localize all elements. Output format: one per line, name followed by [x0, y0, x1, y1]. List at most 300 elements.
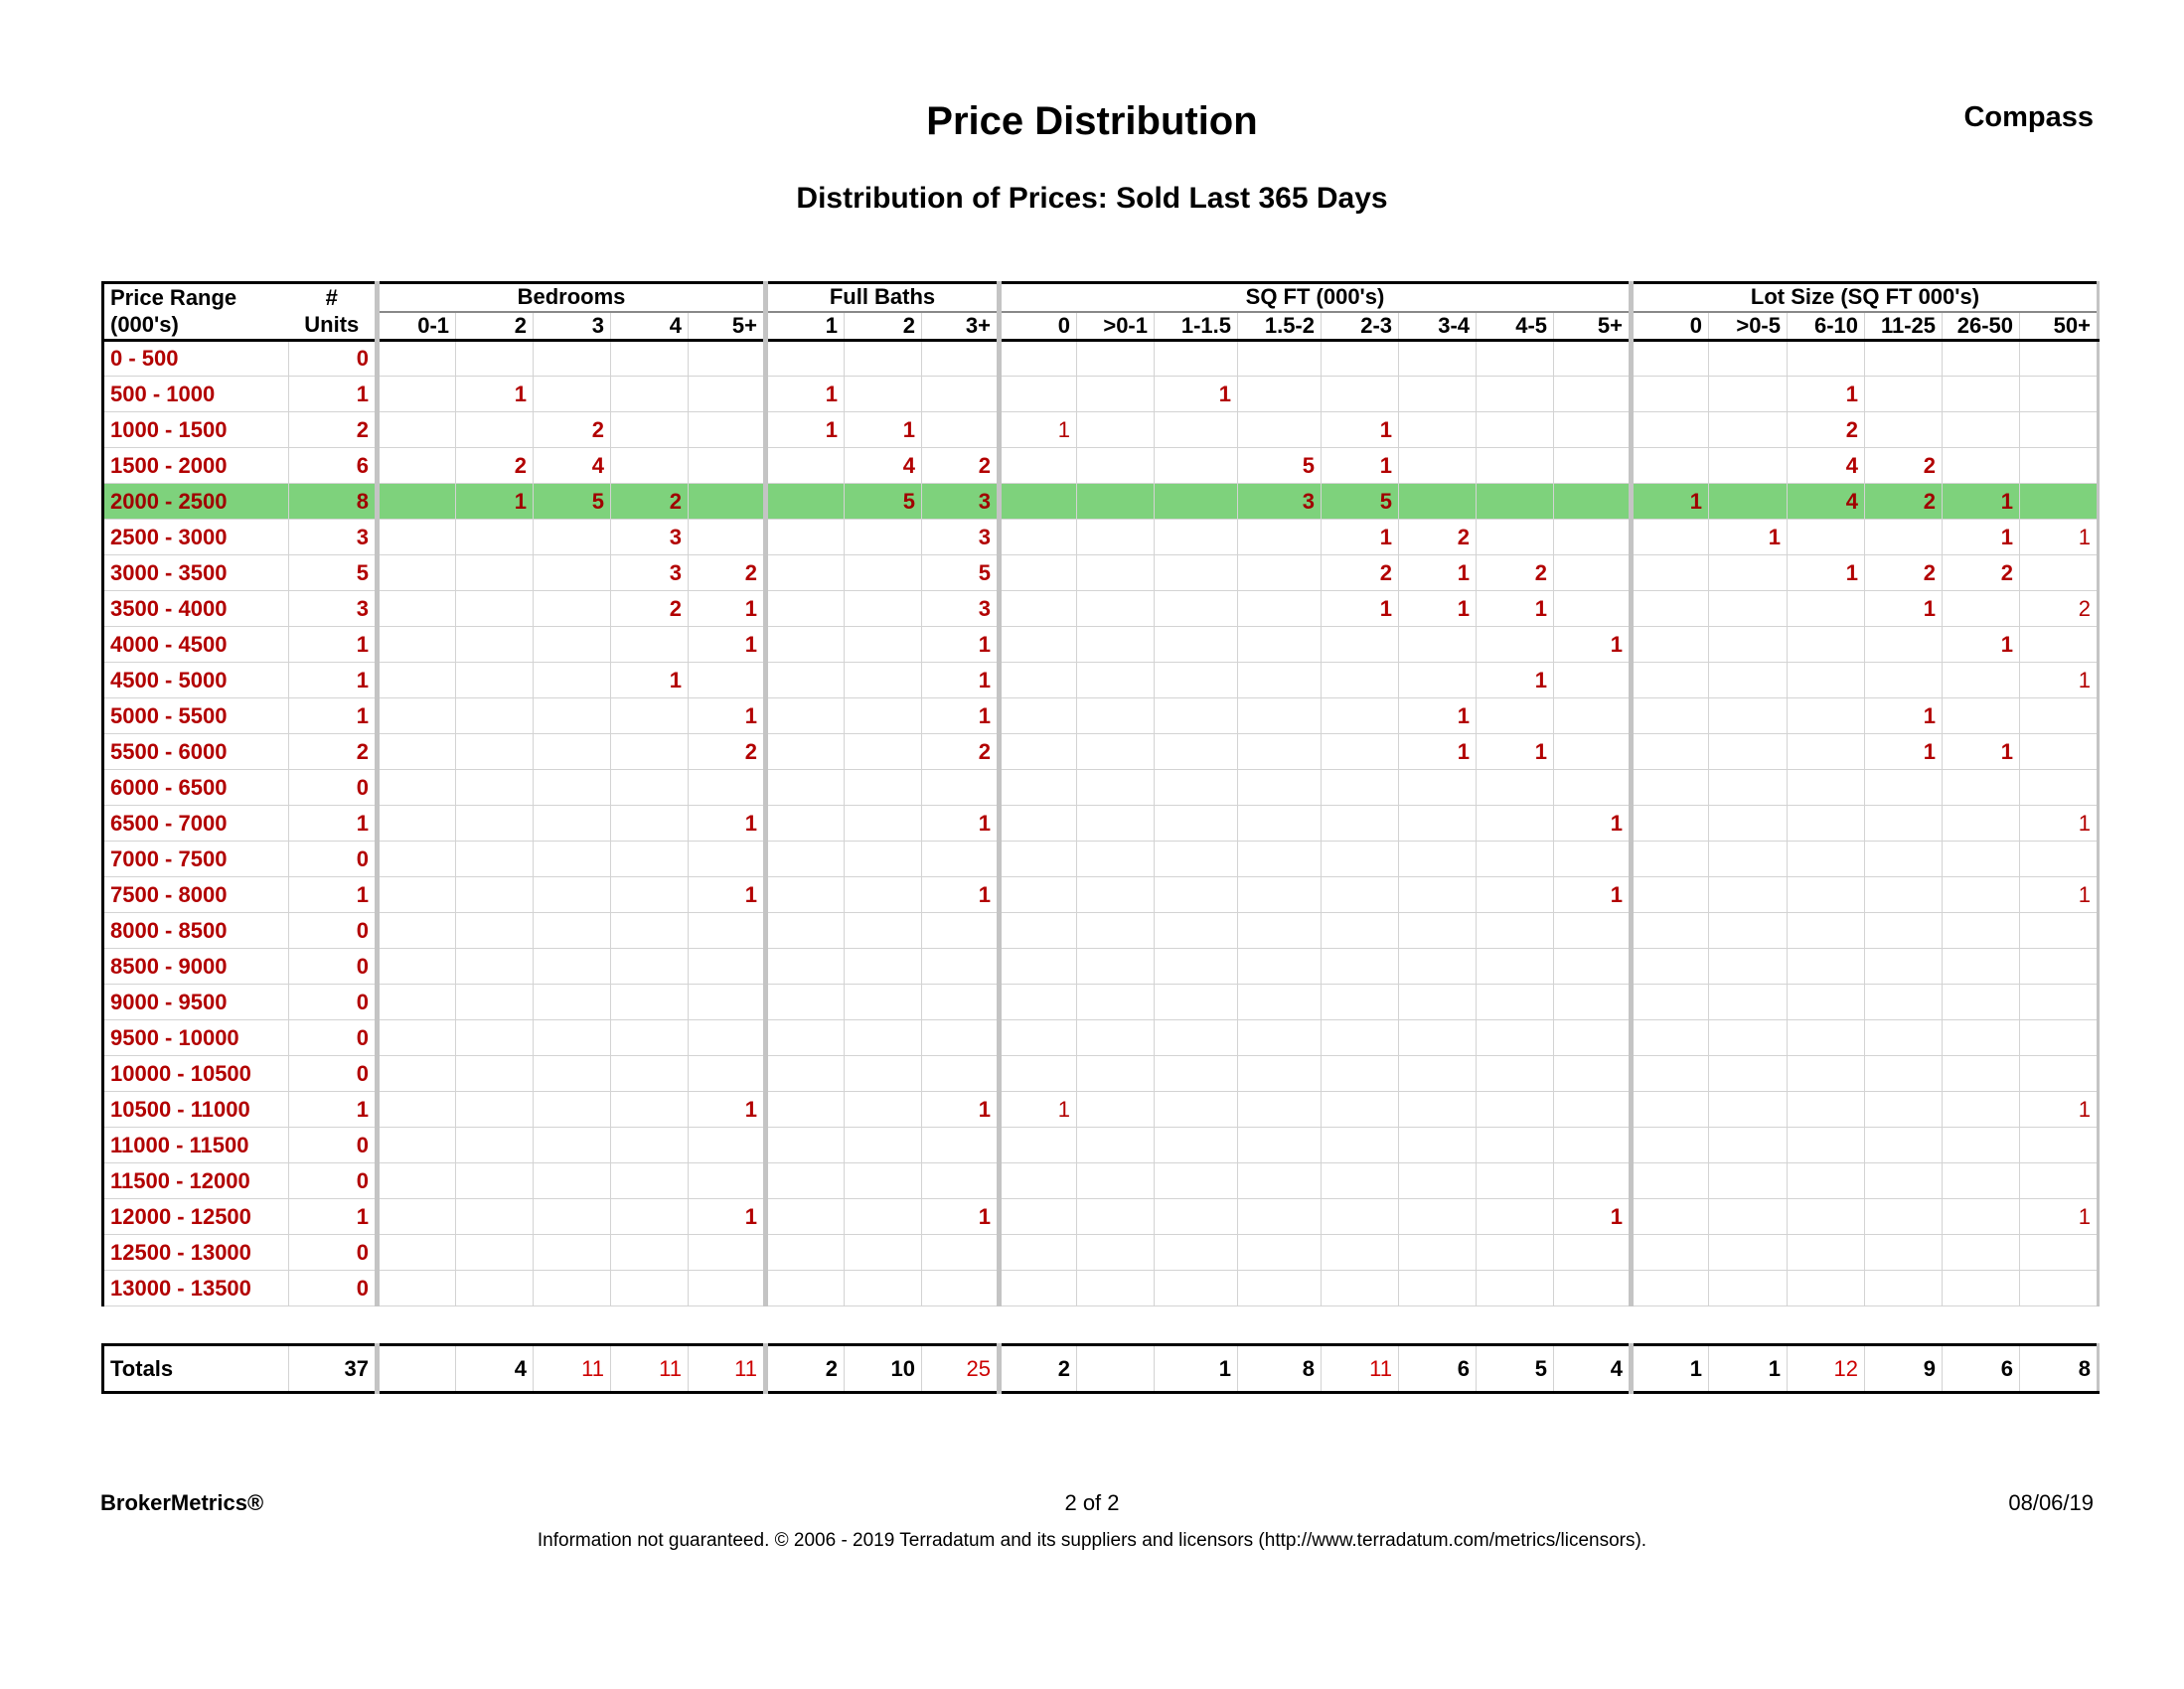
table-row — [103, 1020, 2099, 1056]
count-cell — [1865, 1092, 1943, 1128]
count-cell — [1865, 341, 1943, 377]
price-range-cell: 4000 - 4500 — [103, 627, 289, 663]
count-cell — [2020, 1163, 2099, 1199]
table-row — [103, 913, 2099, 949]
page-number: 2 of 2 — [1064, 1490, 1120, 1515]
count-cell: 1 — [922, 1199, 1000, 1235]
count-cell — [922, 1271, 1000, 1306]
count-cell — [1399, 627, 1477, 663]
count-cell — [1155, 341, 1238, 377]
count-cell — [1709, 377, 1788, 412]
count-cell — [1000, 663, 1077, 698]
count-cell — [1554, 555, 1632, 591]
count-cell — [922, 949, 1000, 985]
count-cell — [534, 985, 611, 1020]
count-cell — [1155, 1020, 1238, 1056]
price-range-cell: 8000 - 8500 — [103, 913, 289, 949]
units-cell: 1 — [289, 698, 378, 734]
count-cell: 2 — [611, 591, 689, 627]
count-cell — [1943, 806, 2020, 842]
count-cell — [378, 842, 456, 877]
count-cell — [534, 877, 611, 913]
count-cell — [1000, 1128, 1077, 1163]
totals-row — [103, 1345, 2099, 1393]
price-range-cell: 2500 - 3000 — [103, 520, 289, 555]
units-cell: 0 — [289, 770, 378, 806]
count-cell — [845, 1271, 922, 1306]
count-cell — [611, 842, 689, 877]
table-row — [103, 842, 2099, 877]
count-cell — [922, 913, 1000, 949]
count-cell: 2 — [1865, 555, 1943, 591]
count-cell — [1554, 484, 1632, 520]
count-cell — [1000, 1235, 1077, 1271]
count-cell — [1788, 734, 1865, 770]
count-cell: 5 — [922, 555, 1000, 591]
count-cell — [456, 1056, 534, 1092]
disclaimer: Information not guaranteed. © 2006 - 2019 Terradatum and its suppliers and licensors (http://www.terradatum.com/metrics/licensors). — [537, 1530, 1647, 1551]
count-cell — [1477, 627, 1554, 663]
units-cell: 5 — [289, 555, 378, 591]
count-cell — [378, 770, 456, 806]
count-cell — [611, 448, 689, 484]
count-cell — [1554, 770, 1632, 806]
count-cell — [378, 448, 456, 484]
count-cell — [1322, 1056, 1399, 1092]
units-cell: 3 — [289, 520, 378, 555]
count-cell — [1709, 341, 1788, 377]
table-row — [103, 555, 2099, 591]
page-subtitle: Distribution of Prices: Sold Last 365 Days — [796, 182, 1388, 215]
count-cell — [1077, 1163, 1155, 1199]
count-cell — [845, 520, 922, 555]
count-cell — [1077, 448, 1155, 484]
count-cell — [1322, 1271, 1399, 1306]
count-cell — [456, 663, 534, 698]
count-cell — [1943, 913, 2020, 949]
count-cell: 1 — [2020, 520, 2099, 555]
count-cell — [1788, 663, 1865, 698]
count-cell — [2020, 377, 2099, 412]
count-cell — [1632, 842, 1709, 877]
column-header: 3-4 — [1399, 312, 1477, 341]
count-cell — [1709, 842, 1788, 877]
price-range-cell: 9500 - 10000 — [103, 1020, 289, 1056]
count-cell — [1943, 877, 2020, 913]
count-cell — [1554, 663, 1632, 698]
count-cell — [922, 377, 1000, 412]
count-cell — [2020, 1235, 2099, 1271]
count-cell — [1155, 555, 1238, 591]
count-cell — [2020, 1128, 2099, 1163]
count-cell: 1 — [1865, 698, 1943, 734]
count-cell — [456, 627, 534, 663]
count-cell — [1399, 1056, 1477, 1092]
units-cell: 3 — [289, 591, 378, 627]
count-cell — [689, 520, 766, 555]
count-cell — [1943, 1271, 2020, 1306]
count-cell — [1632, 1128, 1709, 1163]
count-cell — [534, 1092, 611, 1128]
count-cell — [1322, 877, 1399, 913]
count-cell — [1709, 985, 1788, 1020]
count-cell — [1238, 412, 1322, 448]
count-cell — [1477, 877, 1554, 913]
count-cell: 2 — [1399, 520, 1477, 555]
count-cell — [1943, 1128, 2020, 1163]
count-cell — [1554, 412, 1632, 448]
count-cell — [2020, 734, 2099, 770]
count-cell — [378, 949, 456, 985]
count-cell — [1238, 985, 1322, 1020]
count-cell — [1238, 1163, 1322, 1199]
count-cell: 1 — [2020, 806, 2099, 842]
count-cell — [1477, 842, 1554, 877]
count-cell — [1399, 949, 1477, 985]
count-cell: 1 — [2020, 877, 2099, 913]
count-cell — [1788, 1092, 1865, 1128]
count-cell — [1554, 520, 1632, 555]
count-cell — [1865, 842, 1943, 877]
report-date: 08/06/19 — [2008, 1490, 2094, 1515]
count-cell — [534, 770, 611, 806]
count-cell — [534, 663, 611, 698]
count-cell: 1 — [1943, 734, 2020, 770]
count-cell — [534, 1020, 611, 1056]
count-cell — [1155, 949, 1238, 985]
count-cell — [378, 484, 456, 520]
count-cell — [1155, 770, 1238, 806]
count-cell — [1477, 1128, 1554, 1163]
count-cell: 1 — [689, 1199, 766, 1235]
price-range-cell: 11500 - 12000 — [103, 1163, 289, 1199]
count-cell — [845, 1128, 922, 1163]
count-cell — [611, 341, 689, 377]
count-cell — [1399, 448, 1477, 484]
table-row — [103, 985, 2099, 1020]
count-cell: 3 — [922, 591, 1000, 627]
count-cell — [922, 985, 1000, 1020]
group-header-bedrooms: Bedrooms — [378, 283, 766, 312]
price-range-cell: 2000 - 2500 — [103, 484, 289, 520]
count-cell — [1554, 949, 1632, 985]
count-cell: 1 — [766, 412, 845, 448]
count-cell — [1238, 663, 1322, 698]
count-cell — [845, 555, 922, 591]
count-cell — [1238, 1020, 1322, 1056]
count-cell — [689, 1020, 766, 1056]
count-cell — [1477, 1199, 1554, 1235]
count-cell — [1709, 806, 1788, 842]
table-row — [103, 448, 2099, 484]
count-cell — [1943, 1056, 2020, 1092]
total-cell: 1 — [1155, 1345, 1238, 1393]
count-cell — [1865, 1128, 1943, 1163]
price-range-cell: 5500 - 6000 — [103, 734, 289, 770]
count-cell — [1477, 1271, 1554, 1306]
count-cell — [1000, 842, 1077, 877]
total-cell: 11 — [534, 1345, 611, 1393]
count-cell — [456, 341, 534, 377]
total-cell: 11 — [1322, 1345, 1399, 1393]
units-cell: 1 — [289, 806, 378, 842]
count-cell — [1788, 341, 1865, 377]
total-cell — [378, 1345, 456, 1393]
count-cell — [456, 1271, 534, 1306]
group-header-sqft: SQ FT (000's) — [1000, 283, 1632, 312]
count-cell — [1238, 770, 1322, 806]
count-cell — [2020, 555, 2099, 591]
count-cell: 1 — [922, 627, 1000, 663]
count-cell — [1632, 698, 1709, 734]
total-cell: 25 — [922, 1345, 1000, 1393]
table-row — [103, 1056, 2099, 1092]
count-cell — [2020, 842, 2099, 877]
count-cell — [611, 806, 689, 842]
count-cell — [1238, 591, 1322, 627]
count-cell — [1865, 1056, 1943, 1092]
price-range-cell: 7000 - 7500 — [103, 842, 289, 877]
units-cell: 0 — [289, 949, 378, 985]
count-cell — [1709, 877, 1788, 913]
count-cell — [1077, 520, 1155, 555]
total-cell: 8 — [2020, 1345, 2099, 1393]
count-cell — [534, 627, 611, 663]
count-cell: 1 — [689, 698, 766, 734]
count-cell — [1632, 520, 1709, 555]
count-cell — [1077, 663, 1155, 698]
total-cell: 11 — [611, 1345, 689, 1393]
count-cell: 5 — [1322, 484, 1399, 520]
count-cell — [1077, 877, 1155, 913]
count-cell — [1943, 985, 2020, 1020]
count-cell: 5 — [845, 484, 922, 520]
count-cell: 2 — [1477, 555, 1554, 591]
count-cell — [766, 734, 845, 770]
count-cell: 1 — [2020, 663, 2099, 698]
count-cell — [689, 412, 766, 448]
column-header: 3+ — [922, 312, 1000, 341]
count-cell — [1632, 627, 1709, 663]
count-cell — [456, 1092, 534, 1128]
count-cell — [1632, 1235, 1709, 1271]
count-cell — [1788, 591, 1865, 627]
units-cell: 0 — [289, 1271, 378, 1306]
count-cell — [689, 484, 766, 520]
count-cell: 1 — [1943, 627, 2020, 663]
count-cell — [689, 341, 766, 377]
count-cell — [1155, 985, 1238, 1020]
count-cell — [1632, 377, 1709, 412]
count-cell — [1554, 1092, 1632, 1128]
count-cell — [1477, 448, 1554, 484]
count-cell — [378, 555, 456, 591]
count-cell — [845, 1199, 922, 1235]
count-cell: 1 — [1865, 734, 1943, 770]
count-cell — [766, 877, 845, 913]
count-cell — [456, 520, 534, 555]
count-cell — [1077, 484, 1155, 520]
header-row-groups — [103, 283, 2099, 312]
count-cell — [1943, 1235, 2020, 1271]
count-cell — [766, 520, 845, 555]
units-cell: 1 — [289, 1092, 378, 1128]
count-cell: 2 — [922, 734, 1000, 770]
count-cell — [689, 1128, 766, 1163]
count-cell — [1399, 1020, 1477, 1056]
price-range-cell: 12000 - 12500 — [103, 1199, 289, 1235]
count-cell — [1554, 698, 1632, 734]
count-cell — [766, 1271, 845, 1306]
total-cell: 6 — [1399, 1345, 1477, 1393]
count-cell — [1155, 877, 1238, 913]
count-cell: 4 — [1788, 448, 1865, 484]
count-cell — [922, 1020, 1000, 1056]
count-cell: 2 — [689, 555, 766, 591]
count-cell — [1709, 1092, 1788, 1128]
count-cell — [1322, 1092, 1399, 1128]
count-cell — [1000, 1163, 1077, 1199]
count-cell — [1322, 1199, 1399, 1235]
column-header: 2 — [845, 312, 922, 341]
count-cell — [1632, 555, 1709, 591]
count-cell — [1000, 770, 1077, 806]
count-cell — [922, 1235, 1000, 1271]
count-cell — [1943, 949, 2020, 985]
count-cell — [922, 842, 1000, 877]
totals-label: Totals — [103, 1345, 289, 1393]
count-cell — [1000, 520, 1077, 555]
count-cell — [1238, 877, 1322, 913]
count-cell — [845, 985, 922, 1020]
count-cell — [611, 1163, 689, 1199]
table-row — [103, 591, 2099, 627]
total-cell: 11 — [689, 1345, 766, 1393]
count-cell: 2 — [1322, 555, 1399, 591]
count-cell — [611, 1271, 689, 1306]
column-header: 0-1 — [378, 312, 456, 341]
count-cell — [1155, 1235, 1238, 1271]
table-row — [103, 484, 2099, 520]
count-cell — [534, 913, 611, 949]
count-cell — [766, 949, 845, 985]
column-header: 5+ — [689, 312, 766, 341]
count-cell — [2020, 985, 2099, 1020]
count-cell — [1709, 949, 1788, 985]
price-range-cell: 10500 - 11000 — [103, 1092, 289, 1128]
count-cell — [456, 913, 534, 949]
count-cell — [689, 770, 766, 806]
count-cell: 1 — [1000, 412, 1077, 448]
count-cell — [456, 949, 534, 985]
count-cell — [1155, 913, 1238, 949]
count-cell — [1709, 1056, 1788, 1092]
count-cell — [1709, 734, 1788, 770]
count-cell — [1155, 520, 1238, 555]
units-cell: 1 — [289, 663, 378, 698]
count-cell — [1077, 412, 1155, 448]
count-cell — [1788, 949, 1865, 985]
count-cell — [1238, 842, 1322, 877]
count-cell: 1 — [1322, 591, 1399, 627]
count-cell — [1632, 448, 1709, 484]
count-cell — [1477, 520, 1554, 555]
count-cell — [689, 913, 766, 949]
price-range-cell: 500 - 1000 — [103, 377, 289, 412]
count-cell — [611, 734, 689, 770]
count-cell — [689, 1271, 766, 1306]
count-cell — [1865, 985, 1943, 1020]
count-cell — [1477, 949, 1554, 985]
column-header: 1-1.5 — [1155, 312, 1238, 341]
count-cell — [2020, 770, 2099, 806]
count-cell — [1788, 698, 1865, 734]
count-cell: 1 — [922, 698, 1000, 734]
count-cell — [1709, 698, 1788, 734]
count-cell — [378, 985, 456, 1020]
count-cell — [1322, 913, 1399, 949]
count-cell — [611, 949, 689, 985]
count-cell — [1155, 1271, 1238, 1306]
count-cell — [1865, 520, 1943, 555]
count-cell — [1155, 1199, 1238, 1235]
total-cell: 10 — [845, 1345, 922, 1393]
count-cell — [534, 806, 611, 842]
count-cell: 1 — [1399, 555, 1477, 591]
price-range-cell: 6500 - 7000 — [103, 806, 289, 842]
count-cell — [456, 698, 534, 734]
count-cell — [1943, 698, 2020, 734]
count-cell: 3 — [922, 520, 1000, 555]
price-range-unit-header: (000's) — [103, 312, 289, 341]
count-cell — [378, 806, 456, 842]
column-header: 0 — [1000, 312, 1077, 341]
count-cell — [456, 1128, 534, 1163]
count-cell — [2020, 341, 2099, 377]
count-cell — [1477, 1235, 1554, 1271]
count-cell — [1477, 698, 1554, 734]
count-cell — [766, 1020, 845, 1056]
count-cell: 1 — [689, 627, 766, 663]
count-cell — [766, 985, 845, 1020]
count-cell — [1788, 877, 1865, 913]
count-cell — [1399, 412, 1477, 448]
count-cell — [1000, 484, 1077, 520]
units-cell: 1 — [289, 627, 378, 663]
price-range-cell: 1000 - 1500 — [103, 412, 289, 448]
count-cell — [1238, 1092, 1322, 1128]
units-cell: 0 — [289, 842, 378, 877]
count-cell: 3 — [611, 520, 689, 555]
count-cell — [1322, 377, 1399, 412]
count-cell — [1000, 734, 1077, 770]
count-cell — [689, 949, 766, 985]
count-cell — [766, 555, 845, 591]
table-row — [103, 806, 2099, 842]
count-cell — [1865, 663, 1943, 698]
group-header-full-baths: Full Baths — [766, 283, 1000, 312]
total-cell: 2 — [1000, 1345, 1077, 1393]
count-cell — [1865, 877, 1943, 913]
price-range-cell: 7500 - 8000 — [103, 877, 289, 913]
count-cell — [766, 484, 845, 520]
count-cell — [1000, 1199, 1077, 1235]
count-cell — [1077, 985, 1155, 1020]
count-cell — [766, 1056, 845, 1092]
count-cell — [845, 734, 922, 770]
count-cell: 2 — [1943, 555, 2020, 591]
count-cell — [1943, 412, 2020, 448]
